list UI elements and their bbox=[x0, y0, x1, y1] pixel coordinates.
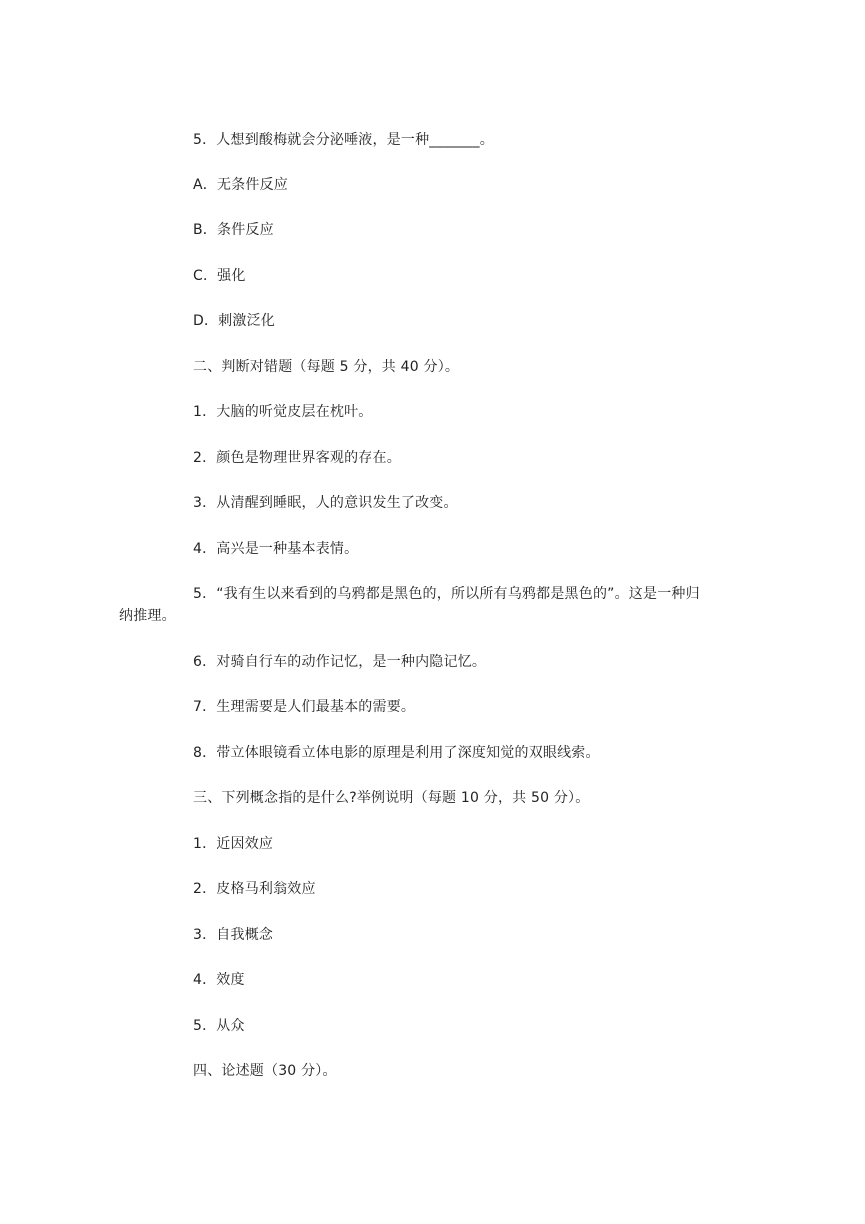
tf-item-5-continuation: 纳推理。 bbox=[119, 608, 176, 624]
tf-item-5: 5．“我有生以来看到的乌鸦都是黑色的，所以所有乌鸦都是黑色的”。这是一种归 bbox=[193, 586, 700, 602]
section-4-heading: 四、论述题（30 分）。 bbox=[193, 1063, 337, 1079]
option-d: D．刺激泛化 bbox=[193, 313, 275, 329]
concept-item-3: 3．自我概念 bbox=[193, 927, 274, 943]
section-2-heading: 二、判断对错题（每题 5 分，共 40 分）。 bbox=[193, 359, 460, 375]
tf-item-8: 8．带立体眼镜看立体电影的原理是利用了深度知觉的双眼线索。 bbox=[193, 745, 600, 761]
section-3-heading: 三、下列概念指的是什么?举例说明（每题 10 分，共 50 分）。 bbox=[193, 790, 590, 806]
tf-item-4: 4．高兴是一种基本表情。 bbox=[193, 541, 359, 557]
concept-item-4: 4．效度 bbox=[193, 972, 245, 988]
tf-item-1: 1．大脑的听觉皮层在枕叶。 bbox=[193, 404, 373, 420]
concept-item-1: 1．近因效应 bbox=[193, 836, 274, 852]
question-5-stem: 5．人想到酸梅就会分泌唾液，是一种_______。 bbox=[193, 132, 494, 148]
tf-item-3: 3．从清醒到睡眠，人的意识发生了改变。 bbox=[193, 495, 458, 511]
option-b: B．条件反应 bbox=[193, 222, 274, 238]
tf-item-2: 2．颜色是物理世界客观的存在。 bbox=[193, 450, 401, 466]
tf-item-6: 6．对骑自行车的动作记忆，是一种内隐记忆。 bbox=[193, 654, 487, 670]
concept-item-2: 2．皮格马利翁效应 bbox=[193, 881, 316, 897]
tf-item-7: 7．生理需要是人们最基本的需要。 bbox=[193, 699, 416, 715]
option-a: A．无条件反应 bbox=[193, 177, 288, 193]
option-c: C．强化 bbox=[193, 268, 246, 284]
concept-item-5: 5．从众 bbox=[193, 1018, 245, 1034]
